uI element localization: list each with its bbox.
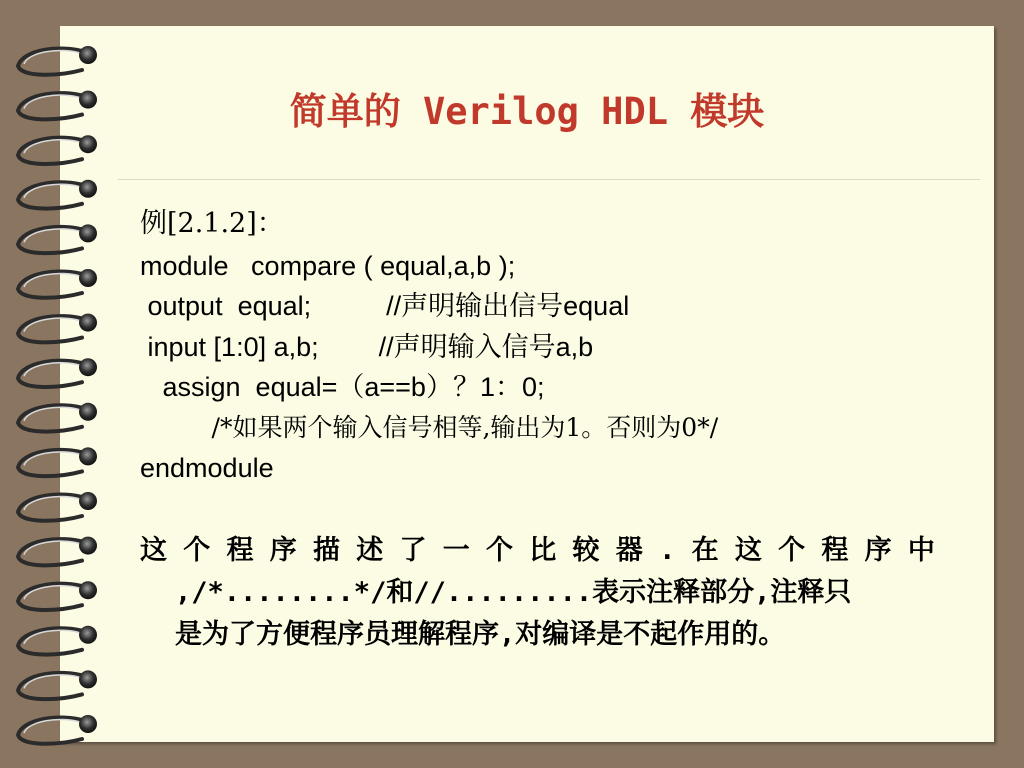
paragraph-line-1: 这 个 程 序 描 述 了 一 个 比 较 器 . 在 这 个 程 序 中	[140, 535, 935, 566]
code-line-comment: /*如果两个输入信号相等,输出为1。否则为0*/	[140, 413, 719, 442]
paragraph-line-3: 是为了方便程序员理解程序,对编译是不起作用的。	[175, 619, 786, 650]
code-line-output: output equal; //声明输出信号equal	[140, 291, 630, 321]
code-line-input: input [1:0] a,b; //声明输入信号a,b	[140, 332, 594, 362]
slide-title: 简单的 Verilog HDL 模块	[289, 90, 765, 133]
code-line-module: module compare ( equal,a,b );	[140, 251, 516, 281]
code-line-endmodule: endmodule	[140, 453, 274, 483]
example-label: 例[2.1.2]：	[140, 208, 284, 239]
code-line-assign: assign equal=（a==b）？1：0;	[140, 372, 545, 402]
paragraph-line-2: ,/*........*/和//.........表示注释部分,注释只	[175, 577, 852, 608]
